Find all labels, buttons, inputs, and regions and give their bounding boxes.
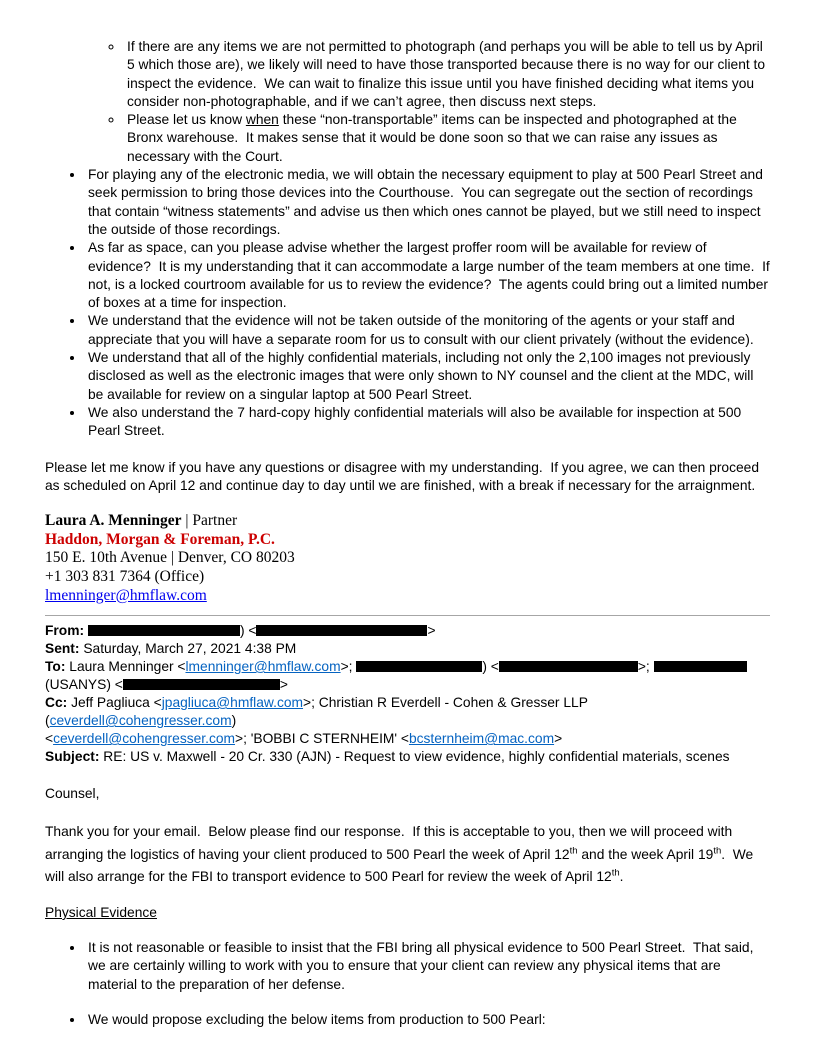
paragraph-text-segment: and the week April 19	[577, 846, 714, 862]
subject-label: Subject:	[45, 749, 100, 765]
header-text: >; Christian R Everdell - Cohen & Gresser LLP (	[45, 695, 588, 729]
list-item	[85, 166, 770, 239]
ordinal-superscript: th	[713, 845, 722, 857]
bullet-text-segment: Please let us know	[127, 112, 246, 128]
list-item	[85, 349, 770, 404]
signature-block	[45, 512, 770, 605]
bullet-text-segment: these “non-transportable” items can be inspected and photographed at the Bronx warehouse. It makes sense that it would be done soon so that we can raise any issues as necessary with the Court.	[127, 112, 741, 164]
intro-paragraph	[45, 821, 770, 889]
signer-role: Partner	[192, 512, 238, 530]
subject-value: RE: US v. Maxwell - 20 Cr. 330 (AJN) - Request to view evidence, highly confidential materials, scenes	[103, 749, 730, 765]
underlined-word: when	[245, 112, 279, 128]
bullet-text: For playing any of the electronic media, we will obtain the necessary equipment to play at 500 Pearl Street and seek permission to bring those devices into the Courthouse. You can segregate out the section of recordings that contain “witness statements” and advise us then which ones cannot be played, but we still need to inspect the outside of those recordings.	[88, 167, 767, 237]
to-line	[45, 658, 770, 694]
subject-line	[45, 748, 770, 766]
list-item	[124, 38, 770, 111]
cc-label: Cc:	[45, 695, 68, 711]
header-divider-line	[45, 615, 770, 616]
section-heading-physical-evidence: Physical Evidence	[45, 904, 157, 920]
salutation: Counsel,	[45, 786, 100, 802]
email-header-block	[45, 622, 770, 766]
header-text: Laura Menninger <	[69, 659, 186, 675]
from-line	[45, 622, 770, 640]
redaction-bar	[499, 661, 638, 672]
firm-name: Haddon, Morgan & Foreman, P.C.	[45, 530, 275, 548]
paragraph-text-segment: . We will also arrange for the FBI to transport evidence to 500 Pearl for review the week of April 12	[45, 846, 758, 885]
bullet-text: As far as space, can you please advise whether the largest proffer room will be available for review of evidence? It is my understanding that it can accommodate a large number of the team members at one time. If not, is a locked courtroom available for us to review the evidence? The agents could bring out a limited number of boxes at a time for inspection.	[88, 240, 774, 311]
signer-name: Laura A. Menninger	[45, 512, 182, 530]
header-text: )	[231, 713, 237, 729]
header-text: >	[554, 731, 563, 747]
cc-email-link[interactable]: ceverdell@cohengresser.com	[53, 731, 236, 747]
header-text: >;	[340, 659, 357, 675]
bullet-text: If there are any items we are not permitted to photograph (and perhaps you will be able to tell us by April 5 which those are), we likely will need to have those transported because there is no way for our client to inspect the evidence. We can wait to finalize this issue until you have finished deciding what items you consider non-photographable, and if we can’t agree, then discuss next steps.	[127, 39, 769, 109]
bullet-text: We also understand the 7 hard-copy highly confidential materials will also be available for inspection at 500 Pearl Street.	[88, 404, 746, 439]
paragraph-text-segment: .	[619, 869, 624, 885]
signature-divider: |	[181, 512, 193, 530]
header-text: >; 'BOBBI C STERNHEIM' <	[235, 731, 409, 747]
redaction-bar	[256, 625, 427, 636]
redaction-bar	[654, 661, 747, 672]
header-text: ) <	[482, 659, 499, 675]
list-item	[85, 1011, 770, 1029]
bullet-text: We understand that all of the highly confidential materials, including not only the 2,100 images not previously disclosed as well as the electronic images that were only shown to NY counsel and the client at the MDC, will be available for review on a singular laptop at 500 Pearl Street.	[88, 350, 758, 402]
to-email-link[interactable]: lmenninger@hmflaw.com	[185, 659, 341, 675]
closing-paragraph	[45, 459, 770, 496]
cc-email-link[interactable]: ceverdell@cohengresser.com	[49, 713, 232, 729]
bullet-text: We would propose excluding the below items from production to 500 Pearl:	[88, 1012, 546, 1028]
list-item	[85, 939, 770, 994]
phone-number: +1 303 831 7364 (Office)	[45, 567, 205, 585]
header-text: (USANYS) <	[45, 677, 123, 693]
paragraph-text-segment: Thank you for your email. Below please find our response. If this is acceptable to you, then we will proceed with arranging the logistics of having your client produced to 500 Pearl the week of April 12	[45, 824, 736, 862]
cc-email-link[interactable]: bcsternheim@mac.com	[408, 731, 555, 747]
bullet-text: It is not reasonable or feasible to insist that the FBI bring all physical evidence to 500 Pearl Street. That said, we are certainly willing to work with you to ensure that your client can review any physical items that are material to the preparation of her defense.	[88, 940, 758, 992]
from-label: From:	[45, 623, 85, 639]
to-label: To:	[45, 659, 66, 675]
cc-line	[45, 694, 770, 748]
signature-email-link[interactable]: lmenninger@hmflaw.com	[45, 586, 207, 604]
header-text: Jeff Pagliuca <	[71, 695, 162, 711]
list-item	[85, 312, 770, 349]
quoted-sub-bullet-list	[45, 38, 770, 166]
reply-bullet-list	[45, 939, 770, 1029]
header-text: >	[427, 623, 436, 639]
sent-line	[45, 640, 770, 658]
redaction-bar	[123, 679, 280, 690]
header-text: ) <	[239, 623, 257, 639]
redaction-bar	[356, 661, 482, 672]
cc-email-link[interactable]: jpagliuca@hmflaw.com	[161, 695, 304, 711]
firm-address: 150 E. 10th Avenue | Denver, CO 80203	[45, 549, 295, 567]
list-item	[85, 404, 770, 441]
bullet-text: We understand that the evidence will not be taken outside of the monitoring of the agents or your staff and appreciate that you will have a separate room for us to consult with our client privately (without the evidence).	[88, 313, 754, 347]
signature-email-line	[45, 587, 770, 606]
header-text: >	[279, 677, 288, 693]
list-item	[124, 111, 770, 166]
header-text: >;	[637, 659, 654, 675]
signature-name-line	[45, 512, 770, 531]
header-text: <	[45, 731, 54, 747]
sent-value: Saturday, March 27, 2021 4:38 PM	[83, 641, 297, 657]
sent-label: Sent:	[45, 641, 80, 657]
list-item	[85, 239, 774, 312]
ordinal-superscript: th	[611, 867, 620, 879]
ordinal-superscript: th	[569, 845, 578, 857]
quoted-bullet-list	[45, 166, 774, 440]
paragraph-text: Please let me know if you have any questions or disagree with my understanding. If you agree, we can then proceed as scheduled on April 12 and continue day to day until we are finished, with a break if necessary for the arraignment.	[45, 459, 763, 493]
redaction-bar	[88, 625, 240, 636]
